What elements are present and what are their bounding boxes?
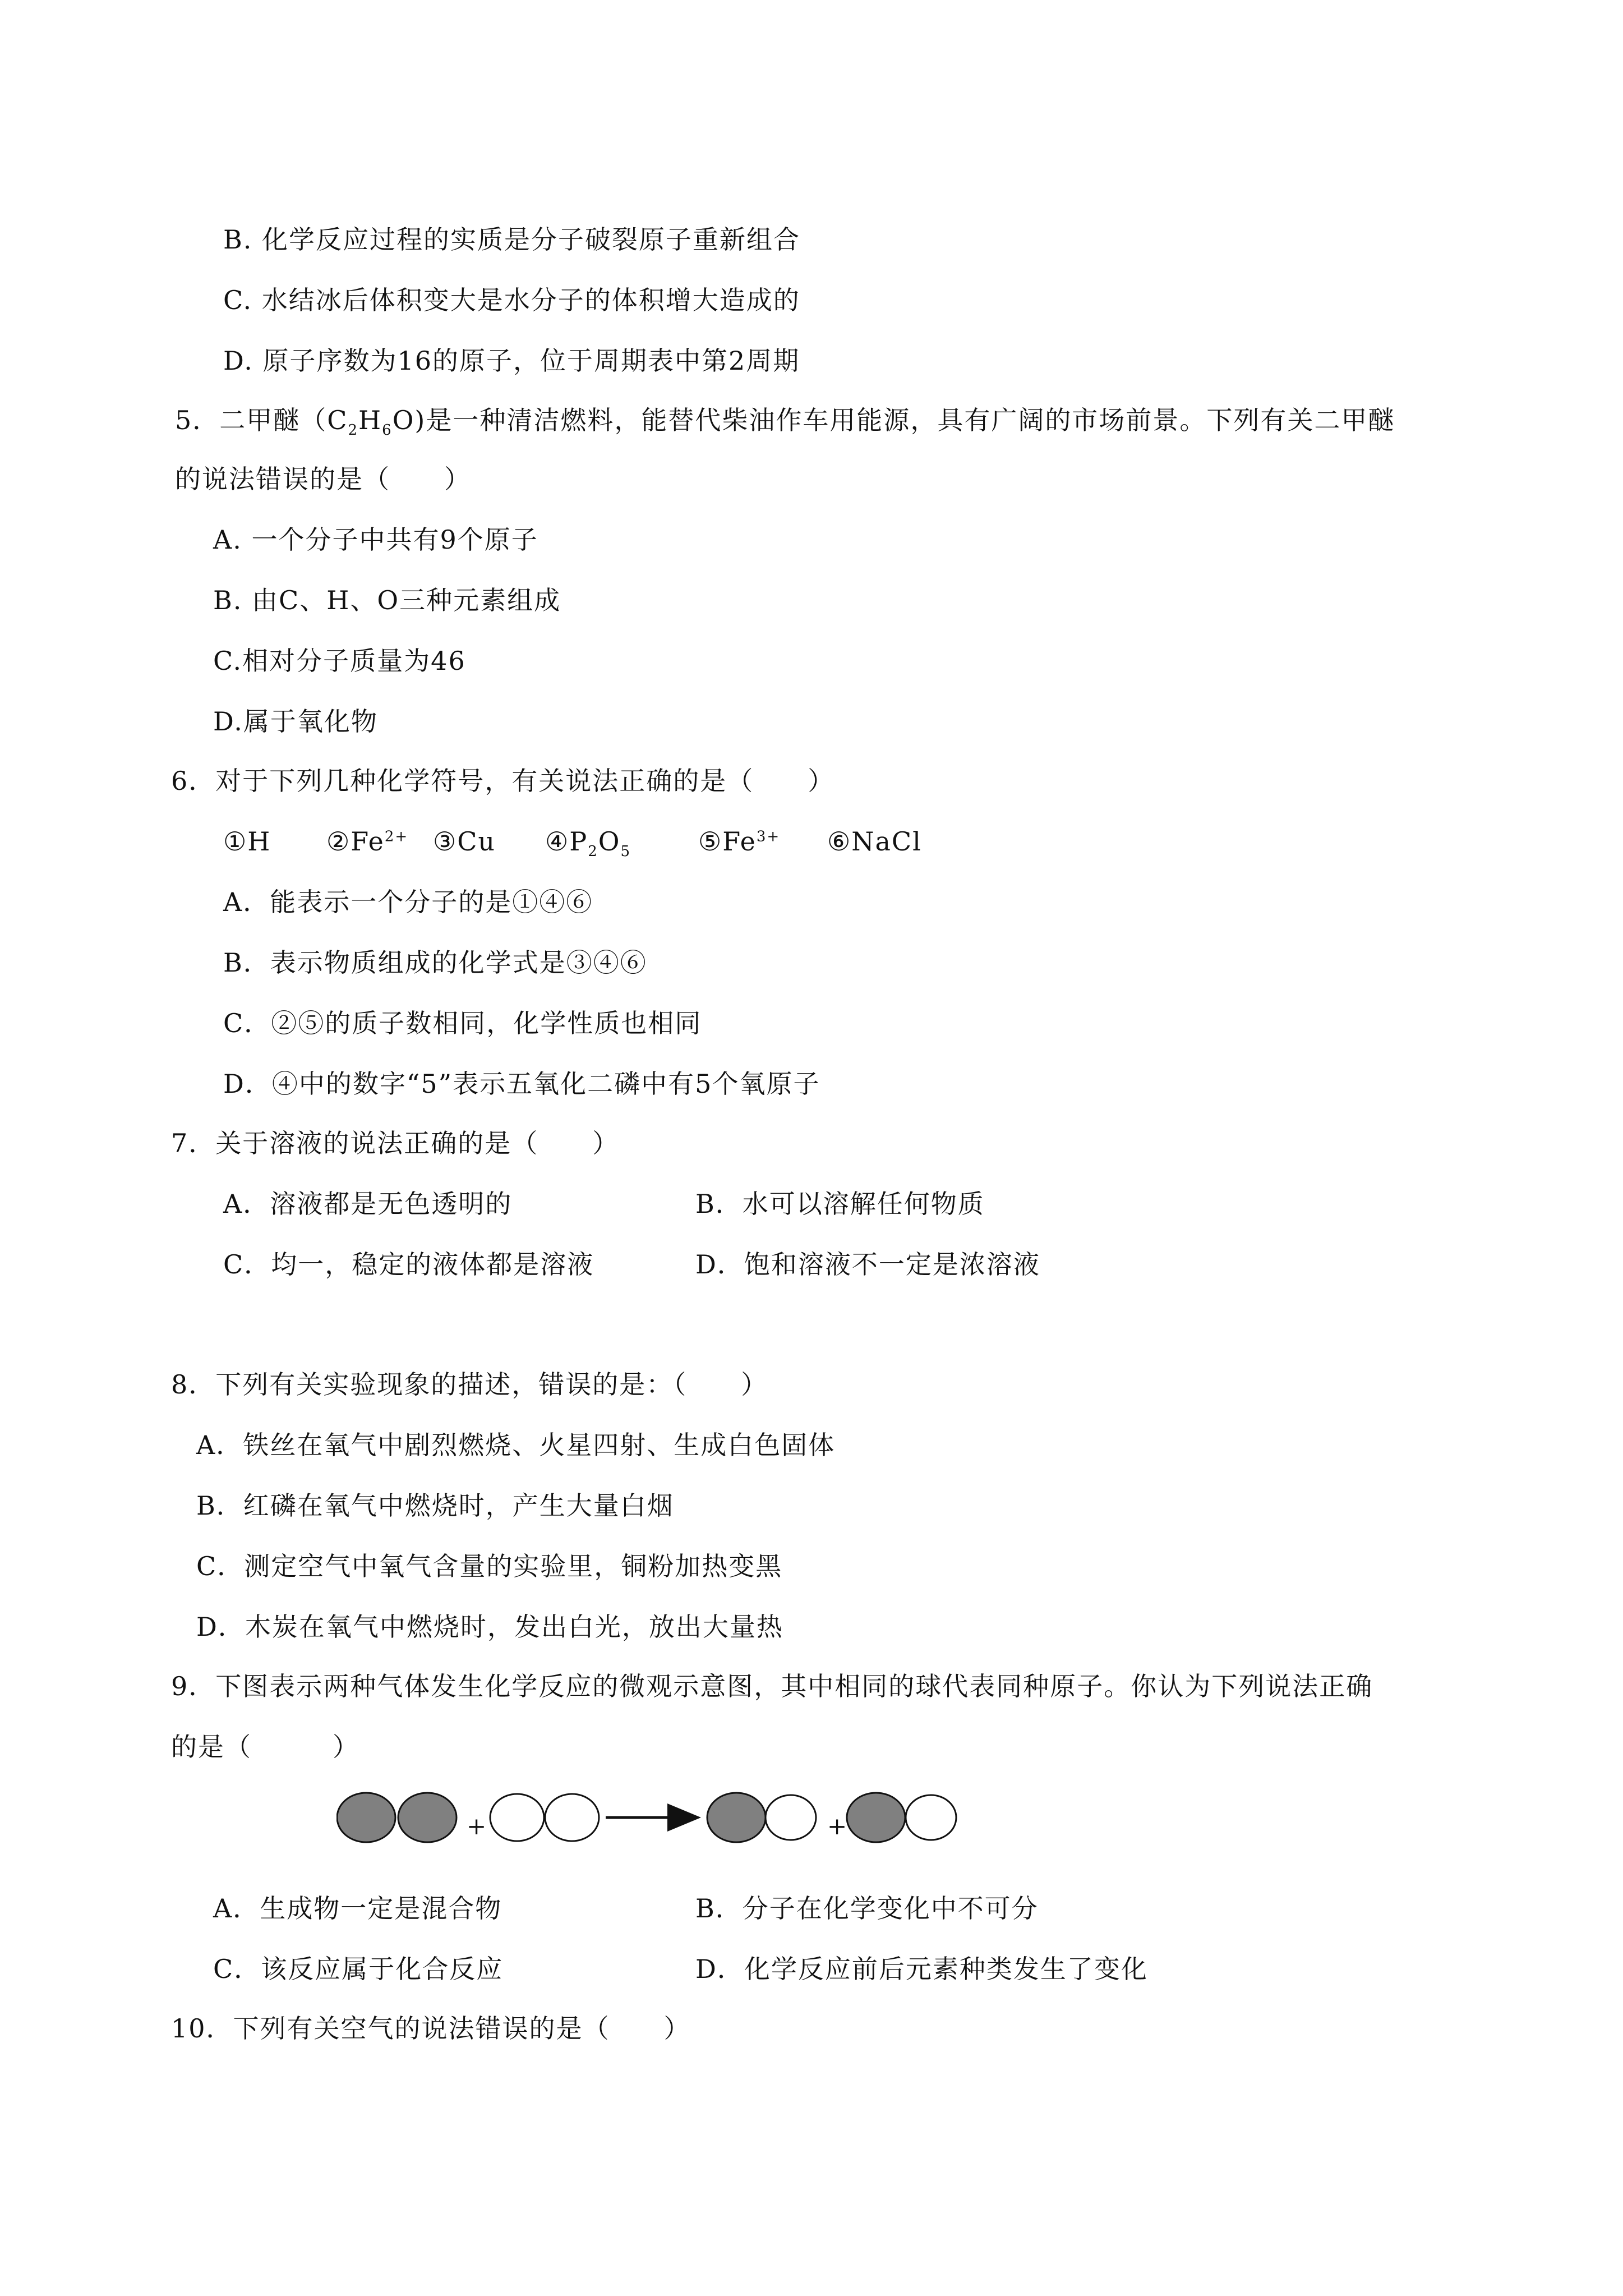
q10-stem: 10．下列有关空气的说法错误的是（ ） (171, 2013, 691, 2044)
plus-sign: + (467, 1812, 487, 1840)
q8-stem: 8．下列有关实验现象的描述，错误的是：（ ） (171, 1369, 768, 1400)
plus-sign: + (827, 1812, 847, 1840)
q6-option-d: D．④中的数字“5”表示五氧化二磷中有5个氧原子 (223, 1069, 820, 1099)
q8-option-c: C．测定空气中氧气含量的实验里，铜粉加热变黑 (196, 1551, 783, 1581)
q9-option-a: A．生成物一定是混合物 (213, 1893, 502, 1924)
q5-option-b: B. 由C、H、O三种元素组成 (213, 585, 561, 615)
q7-option-c: C．均一，稳定的液体都是溶液 (223, 1249, 594, 1280)
reactant-molecule-dark (337, 1793, 457, 1842)
q4-option-d: D. 原子序数为16的原子，位于周期表中第2周期 (223, 346, 800, 376)
q6-option-b: B．表示物质组成的化学式是③④⑥ (223, 947, 647, 978)
q8-option-d: D．木炭在氧气中燃烧时，发出白光，放出大量热 (196, 1612, 783, 1642)
light-atom (766, 1795, 816, 1840)
q7-option-b: B．水可以溶解任何物质 (695, 1189, 985, 1219)
q5-option-d: D.属于氧化物 (213, 706, 378, 737)
q5-option-c: C.相对分子质量为46 (213, 646, 466, 676)
q6-option-a: A．能表示一个分子的是①④⑥ (223, 887, 593, 917)
q6-symbol-4: $④P_2O_5$ (545, 826, 631, 861)
reactant-molecule-light (490, 1794, 599, 1841)
light-atom (545, 1794, 599, 1841)
q6-symbol-2: $②Fe^{2+}$ (326, 826, 409, 857)
q6-symbol-3: ③Cu (433, 826, 496, 857)
product-molecule (707, 1793, 816, 1842)
q4-option-b: B. 化学反应过程的实质是分子破裂原子重新组合 (223, 224, 801, 255)
q7-option-a: A．溶液都是无色透明的 (223, 1189, 513, 1219)
q6-symbol-1: ①H (223, 826, 271, 857)
q7-option-d: D．饱和溶液不一定是浓溶液 (695, 1249, 1040, 1280)
q8-option-b: B．红磷在氧气中燃烧时，产生大量白烟 (196, 1490, 674, 1521)
q4-option-c: C. 水结冰后体积变大是水分子的体积增大造成的 (223, 285, 800, 315)
light-atom (906, 1795, 956, 1840)
q5-option-a: A. 一个分子中共有9个原子 (213, 524, 538, 555)
q9-stem-line2: 的是（ ） (171, 1732, 359, 1762)
q7-stem: 7．关于溶液的说法正确的是（ ） (171, 1128, 620, 1158)
q9-option-c: C．该反应属于化合反应 (213, 1954, 504, 1984)
dark-atom (337, 1793, 395, 1842)
product-molecule (847, 1793, 956, 1842)
q6-symbol-6: ⑥NaCl (827, 826, 922, 857)
dark-atom (398, 1793, 457, 1842)
light-atom (490, 1794, 544, 1841)
reaction-diagram (336, 1781, 970, 1854)
dark-atom (707, 1793, 766, 1842)
q9-stem: 9．下图表示两种气体发生化学反应的微观示意图，其中相同的球代表同种原子。你认为下列说法正确 (171, 1671, 1373, 1701)
q6-option-c: C．②⑤的质子数相同，化学性质也相同 (223, 1008, 702, 1038)
q5-stem: 5．二甲醚$(C_2H_6O)$是一种清洁燃料，能替代柴油作车用能源，具有广阔的市场前景。下列有关二甲醚 (175, 405, 1395, 439)
q6-symbol-5: $⑤Fe^{3+}$ (698, 826, 781, 857)
q6-stem: 6．对于下列几种化学符号，有关说法正确的是（ ） (171, 766, 835, 796)
q9-option-d: D．化学反应前后元素种类发生了变化 (695, 1954, 1148, 1984)
q5-stem-line2: 的说法错误的是（ ） (175, 464, 471, 494)
q8-option-a: A．铁丝在氧气中剧烈燃烧、火星四射、生成白色固体 (196, 1430, 836, 1460)
q9-option-b: B．分子在化学变化中不可分 (695, 1893, 1039, 1924)
dark-atom (847, 1793, 905, 1842)
